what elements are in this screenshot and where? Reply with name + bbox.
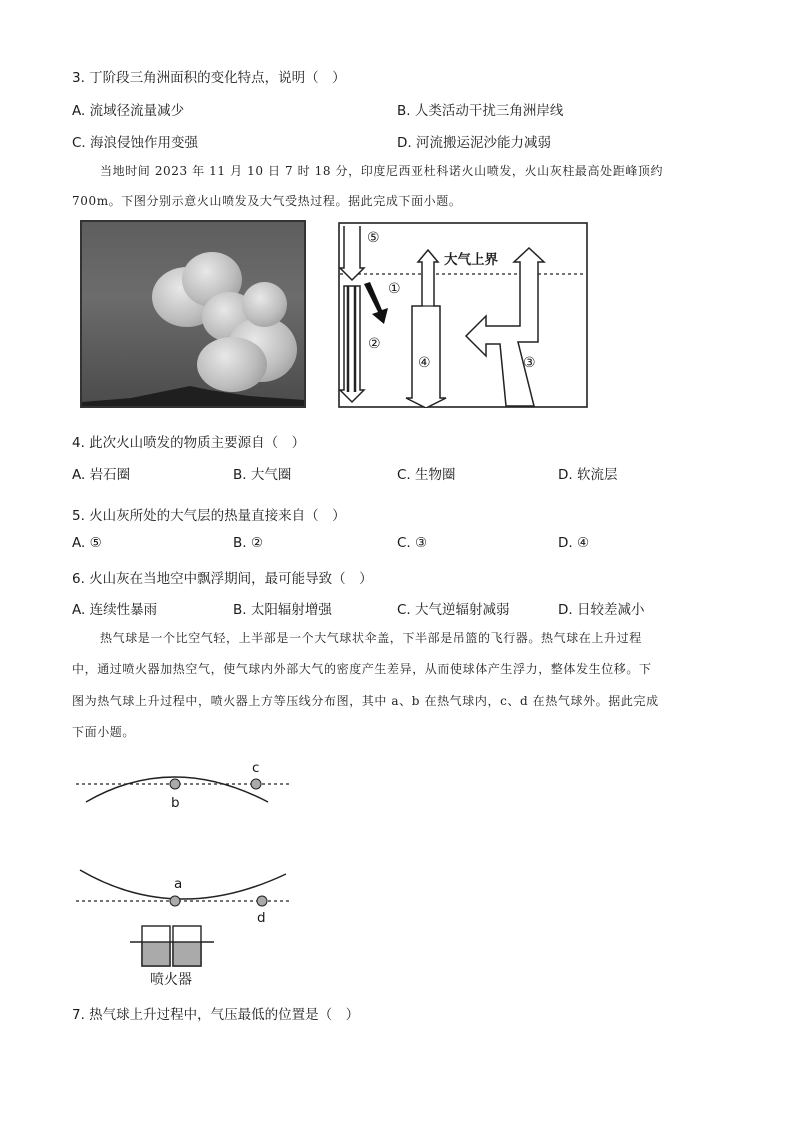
intro2-line4: 下面小题。 xyxy=(72,725,136,739)
point-label-d: d xyxy=(257,910,266,926)
q6-option-a: A. 连续性暴雨 xyxy=(72,602,158,618)
intro1-line1: 当地时间 2023 年 11 月 10 日 7 时 18 分，印度尼西亚杜科诺火山喷发，火山灰柱最高处距峰顶约 xyxy=(100,164,664,178)
q4-option-b: B. 大气圈 xyxy=(233,467,292,483)
balloon-isobar-diagram xyxy=(72,760,302,990)
q5-option-a: A. ⑤ xyxy=(72,535,102,551)
q3-option-a: A. 流域径流量减少 xyxy=(72,103,185,119)
q4-stem: 4. 此次火山喷发的物质主要源自（ ） xyxy=(72,435,306,451)
diagram-label-3: ③ xyxy=(523,355,536,371)
q5-option-c: C. ③ xyxy=(397,535,428,551)
intro1-line2: 700m。下图分别示意火山喷发及大气受热过程。据此完成下面小题。 xyxy=(72,194,462,208)
volcano-eruption-photo xyxy=(80,220,306,408)
q3-option-c: C. 海浪侵蚀作用变强 xyxy=(72,135,199,151)
q3-option-d: D. 河流搬运泥沙能力减弱 xyxy=(397,135,551,151)
point-label-a: a xyxy=(174,876,183,892)
q5-option-b: B. ② xyxy=(233,535,263,551)
q5-option-d: D. ④ xyxy=(558,535,590,551)
q3-stem: 3. 丁阶段三角洲面积的变化特点，说明（ ） xyxy=(72,70,346,86)
q4-option-a: A. 岩石圈 xyxy=(72,467,131,483)
q6-option-c: C. 大气逆辐射减弱 xyxy=(397,602,510,618)
q6-option-b: B. 太阳辐射增强 xyxy=(233,602,332,618)
diagram-label-5: ⑤ xyxy=(367,230,380,246)
point-label-b: b xyxy=(171,795,180,811)
q5-stem: 5. 火山灰所处的大气层的热量直接来自（ ） xyxy=(72,508,346,524)
q6-stem: 6. 火山灰在当地空中飘浮期间，最可能导致（ ） xyxy=(72,571,373,587)
point-label-c: c xyxy=(252,760,260,776)
diagram-label-2: ② xyxy=(368,336,381,352)
q6-option-d: D. 日较差减小 xyxy=(558,602,645,618)
intro2-line3: 图为热气球上升过程中，喷火器上方等压线分布图，其中 a、b 在热气球内，c、d 在热气球外。据此完成 xyxy=(72,694,659,708)
diagram-label-1: ① xyxy=(388,281,401,297)
q3-option-b: B. 人类活动干扰三角洲岸线 xyxy=(397,103,564,119)
diagram-label-4: ④ xyxy=(418,355,431,371)
burner-label: 喷火器 xyxy=(150,972,192,988)
atmosphere-upper-boundary-label: 大气上界 xyxy=(444,252,498,268)
intro2-line2: 中，通过喷火器加热空气，使气球内外部大气的密度产生差异，从而使球体产生浮力，整体发生位移。下 xyxy=(72,662,652,676)
q4-option-d: D. 软流层 xyxy=(558,467,618,483)
q7-stem: 7. 热气球上升过程中，气压最低的位置是（ ） xyxy=(72,1007,360,1023)
intro2-line1: 热气球是一个比空气轻，上半部是一个大气球状伞盖，下半部是吊篮的飞行器。热气球在上升过程 xyxy=(100,631,642,645)
q4-option-c: C. 生物圈 xyxy=(397,467,456,483)
